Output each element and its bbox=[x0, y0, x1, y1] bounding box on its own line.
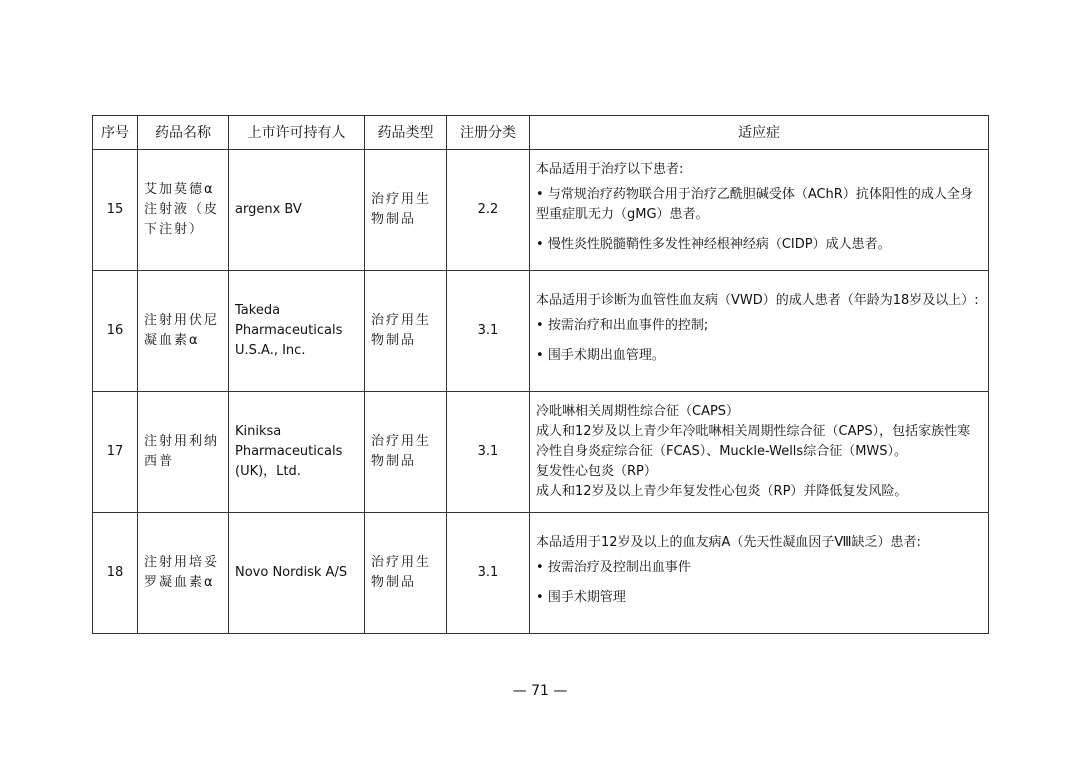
cell-holder: argenx BV bbox=[229, 150, 365, 271]
table-header-row bbox=[93, 116, 989, 150]
cell-no: 17 bbox=[93, 392, 138, 513]
cell-no: 15 bbox=[93, 150, 138, 271]
drug-table bbox=[92, 115, 989, 634]
indication-text: 本品适用于12岁及以上的血友病A（先天性凝血因子Ⅷ缺乏）患者: bbox=[536, 535, 921, 550]
cell-category: 2.2 bbox=[447, 150, 530, 271]
cell-drug-name: 注射用利纳西普 bbox=[138, 392, 229, 513]
indication-bullet: • 与常规治疗药物联合用于治疗乙酰胆碱受体（AChR）抗体阳性的成人全身型重症肌无力（gMG）患者。 bbox=[536, 180, 982, 230]
header-type: 药品类型 bbox=[365, 116, 447, 150]
cell-no: 16 bbox=[93, 271, 138, 392]
cell-drug-name: 艾加莫德α注射液（皮下注射） bbox=[138, 150, 229, 271]
table-row bbox=[93, 150, 989, 271]
header-category: 注册分类 bbox=[447, 116, 530, 150]
indication-text: 成人和12岁及以上青少年复发性心包炎（RP）并降低复发风险。 bbox=[536, 484, 908, 499]
cell-holder: Takeda Pharmaceuticals U.S.A., Inc. bbox=[229, 271, 365, 392]
indication-bullet: • 按需治疗和出血事件的控制; bbox=[536, 311, 982, 341]
page-number: — 71 — bbox=[512, 683, 568, 699]
cell-indication bbox=[530, 150, 989, 271]
header-indication: 适应症 bbox=[530, 116, 989, 150]
table-row bbox=[93, 392, 989, 513]
header-holder: 上市许可持有人 bbox=[229, 116, 365, 150]
indication-text: 本品适用于治疗以下患者: bbox=[536, 162, 684, 177]
indication-bullet: • 围手术期管理 bbox=[536, 583, 982, 613]
cell-drug-name: 注射用培妥罗凝血素α bbox=[138, 513, 229, 634]
cell-no: 18 bbox=[93, 513, 138, 634]
indication-text: 冷吡啉相关周期性综合征（CAPS） bbox=[536, 404, 740, 419]
cell-indication bbox=[530, 271, 989, 392]
cell-category: 3.1 bbox=[447, 392, 530, 513]
cell-indication bbox=[530, 513, 989, 634]
cell-drug-name: 注射用伏尼凝血素α bbox=[138, 271, 229, 392]
indication-text: 成人和12岁及以上青少年冷吡啉相关周期性综合征（CAPS），包括家族性寒冷性自身炎症综合征（FCAS）、Muckle-Wells综合征（MWS）。 bbox=[536, 424, 971, 459]
indication-bullet: • 慢性炎性脱髓鞘性多发性神经根神经病（CIDP）成人患者。 bbox=[536, 230, 982, 260]
indication-bullet: • 按需治疗及控制出血事件 bbox=[536, 553, 982, 583]
header-no: 序号 bbox=[93, 116, 138, 150]
cell-category: 3.1 bbox=[447, 271, 530, 392]
cell-indication bbox=[530, 392, 989, 513]
cell-drug-type: 治疗用生物制品 bbox=[365, 271, 447, 392]
cell-drug-type: 治疗用生物制品 bbox=[365, 150, 447, 271]
cell-drug-type: 治疗用生物制品 bbox=[365, 513, 447, 634]
cell-drug-type: 治疗用生物制品 bbox=[365, 392, 447, 513]
cell-holder: Kiniksa Pharmaceuticals (UK)，Ltd. bbox=[229, 392, 365, 513]
indication-bullet: • 围手术期出血管理。 bbox=[536, 341, 982, 371]
table-row bbox=[93, 271, 989, 392]
table-row bbox=[93, 513, 989, 634]
indication-text: 复发性心包炎（RP） bbox=[536, 464, 657, 479]
indication-text: 本品适用于诊断为血管性血友病（VWD）的成人患者（年龄为18岁及以上）: bbox=[536, 293, 979, 308]
cell-holder: Novo Nordisk A/S bbox=[229, 513, 365, 634]
cell-category: 3.1 bbox=[447, 513, 530, 634]
header-name: 药品名称 bbox=[138, 116, 229, 150]
